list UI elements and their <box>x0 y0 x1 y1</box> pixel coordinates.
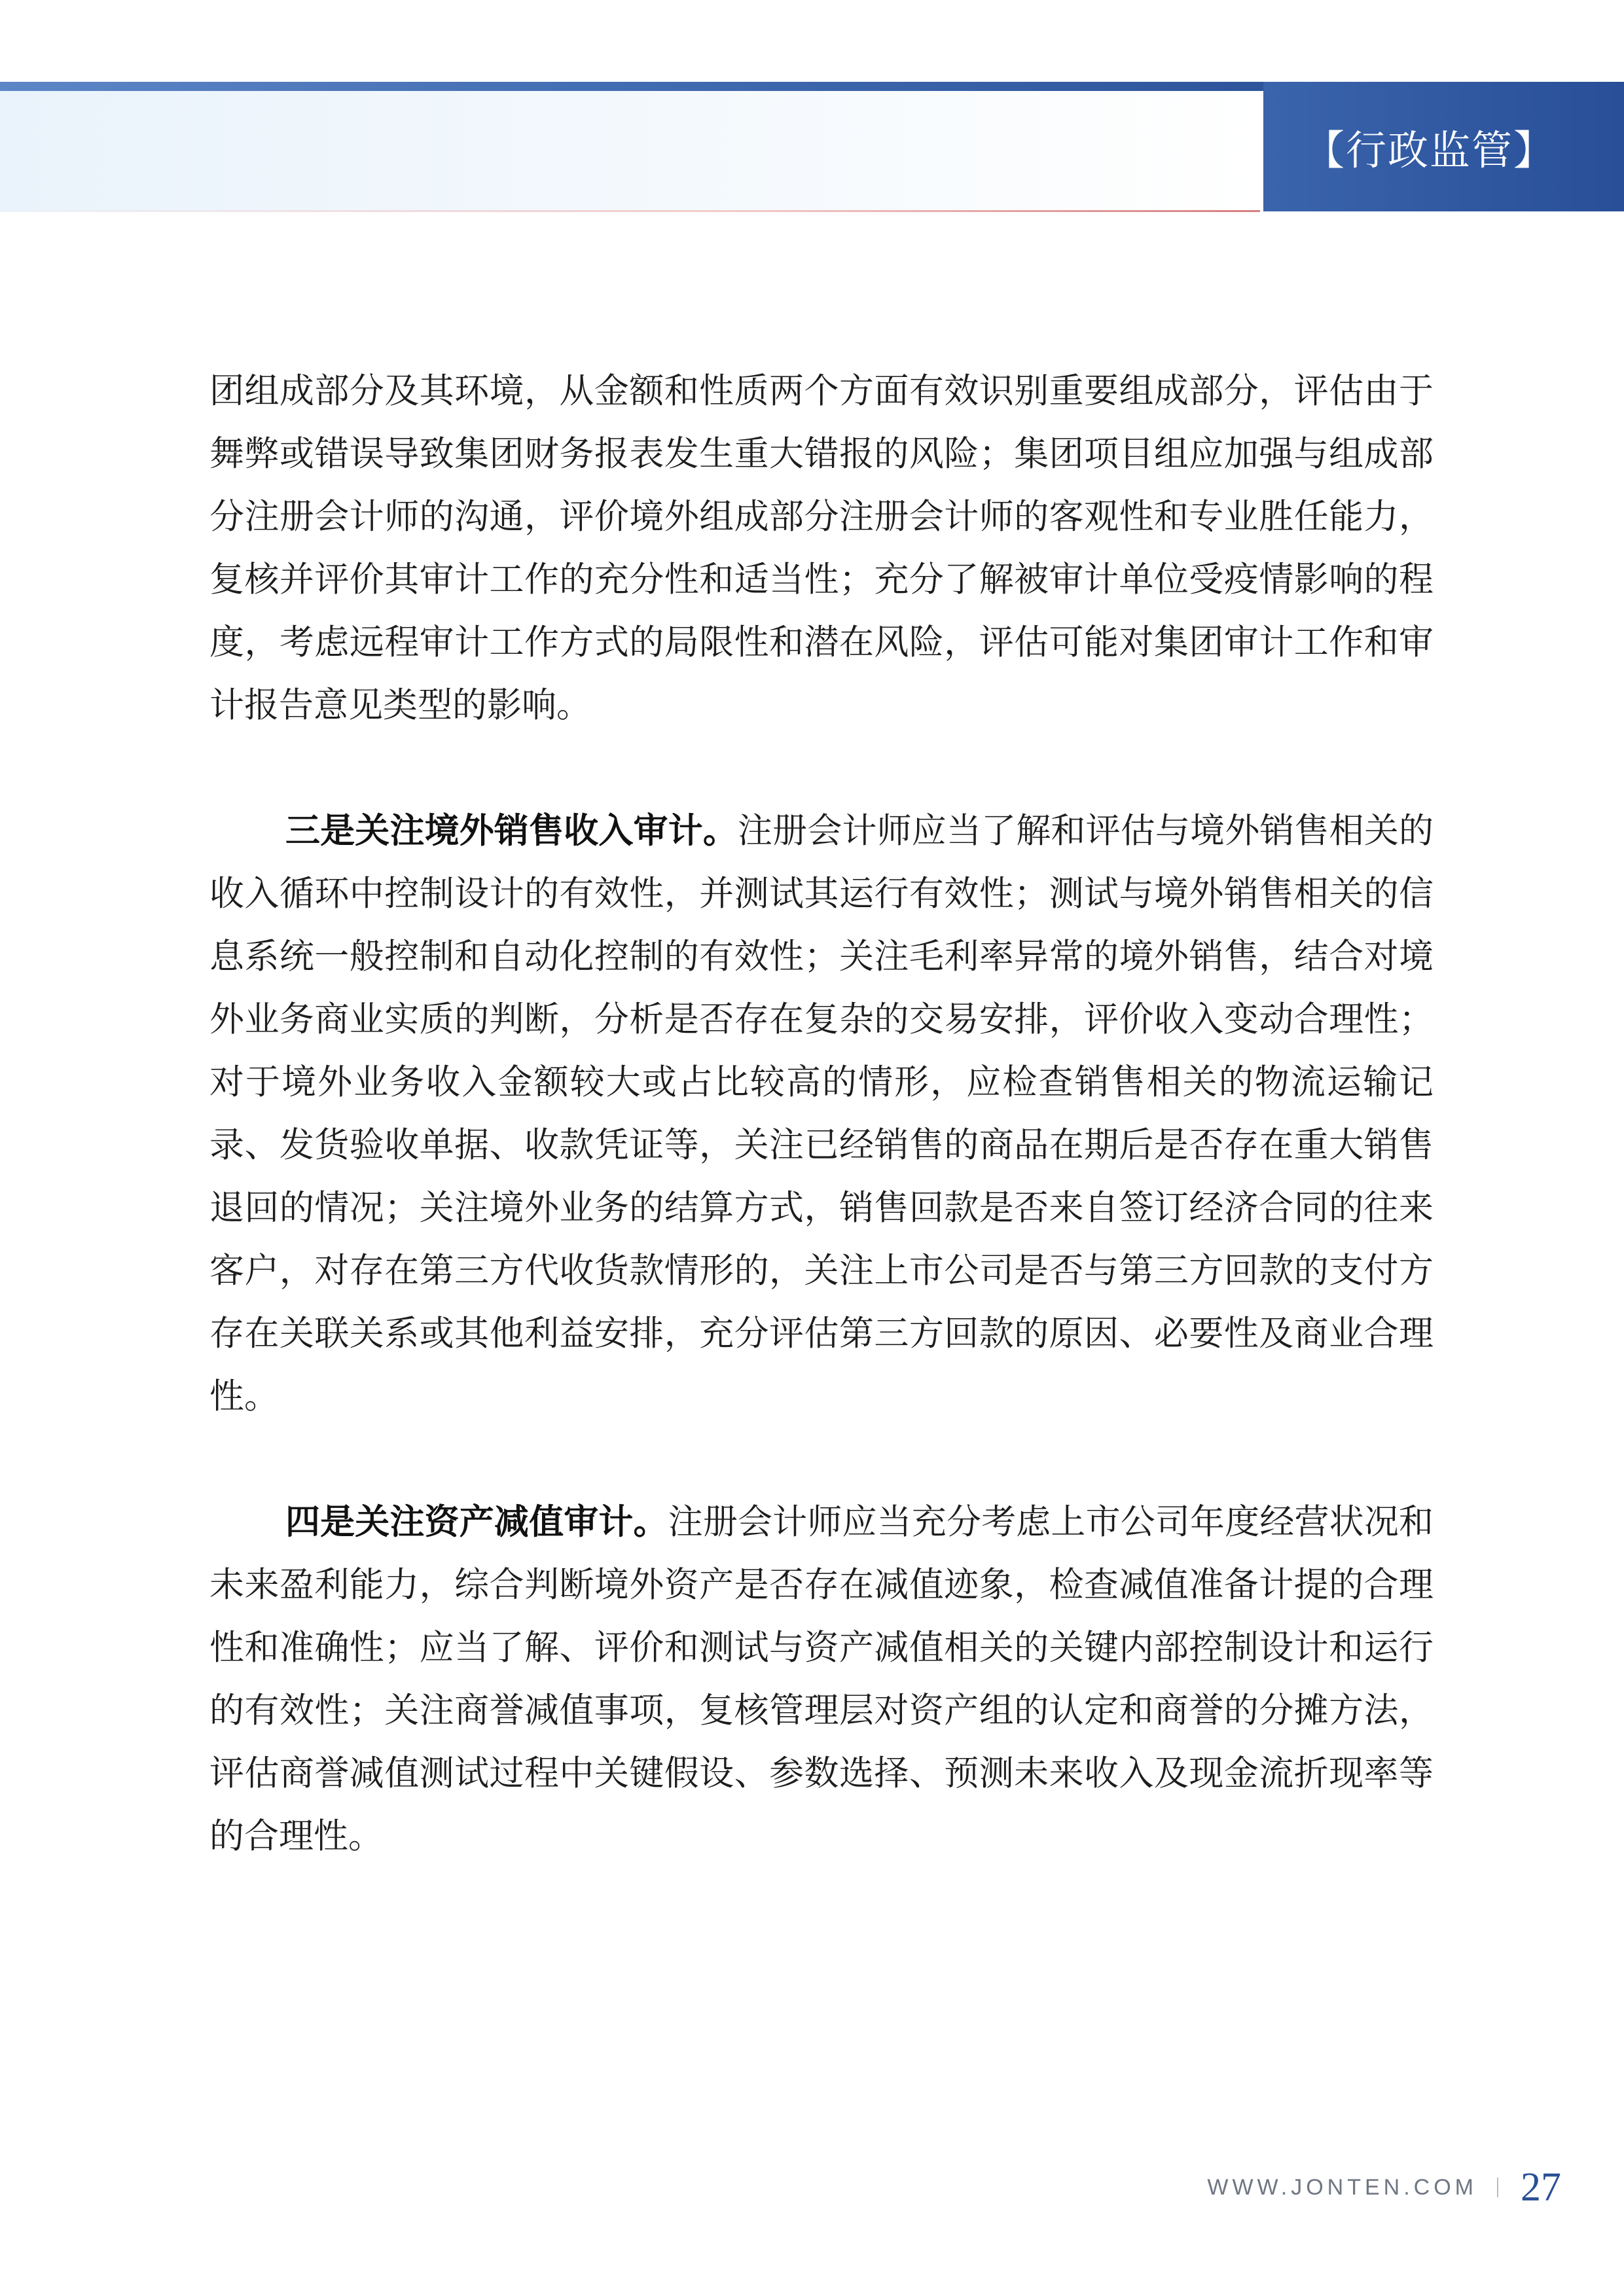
section-tab-label: 【行政监管】 <box>1304 126 1556 174</box>
page-number: 27 <box>1521 2164 1561 2210</box>
paragraph-overseas-sales <box>209 800 1434 1428</box>
paragraph-text: 注册会计师应当了解和评估与境外销售相关的收入循环中控制设计的有效性，并测试其运行有效性；测试与境外销售相关的信息系统一般控制和自动化控制的有效性；关注毛利率异常的境外销售，结合对境外业务商业实质的判断，分析是否存在复杂的交易安排，评价收入变动合理性；对于境外业务收入金额较大或占比较高的情形，应检查销售相关的物流运输记录、发货验收单据、收款凭证等，关注已经销售的商品在期后是否存在重大销售退回的情况；关注境外业务的结算方式，销售回款是否来自签订经济合同的往来客户，对存在第三方代收货款情形的，关注上市公司是否与第三方回款的支付方存在关联关系或其他利益安排，充分评估第三方回款的原因、必要性及商业合理性。 <box>209 811 1434 1416</box>
header-top-rule <box>0 82 1263 91</box>
footer-website: WWW.JONTEN.COM <box>1207 2174 1477 2200</box>
article-body <box>209 360 1434 1931</box>
paragraph-lead: 三是关注境外销售收入审计。 <box>285 811 738 851</box>
paragraph-text: 团组成部分及其环境，从金额和性质两个方面有效识别重要组成部分，评估由于舞弊或错误导致集团财务报表发生重大错报的风险；集团项目组应加强与组成部分注册会计师的沟通，评价境外组成部分注册会计师的客观性和专业胜任能力，复核并评价其审计工作的充分性和适当性；充分了解被审计单位受疫情影响的程度，考虑远程审计工作方式的局限性和潜在风险，评估可能对集团审计工作和审计报告意见类型的影响。 <box>209 371 1434 725</box>
section-tab <box>1263 82 1624 211</box>
header-band <box>0 91 1260 211</box>
paragraph-asset-impairment <box>209 1491 1434 1868</box>
paragraph-text: 注册会计师应当充分考虑上市公司年度经营状况和未来盈利能力，综合判断境外资产是否存在减值迹象，检查减值准备计提的合理性和准确性；应当了解、评价和测试与资产减值相关的关键内部控制设计和运行的有效性；关注商誉减值事项，复核管理层对资产组的认定和商誉的分摊方法，评估商誉减值测试过程中关键假设、参数选择、预测未来收入及现金流折现率等的合理性。 <box>209 1502 1434 1856</box>
paragraph-lead: 四是关注资产减值审计。 <box>285 1502 668 1542</box>
page-footer <box>1207 2161 1561 2214</box>
header-underline <box>0 210 1260 212</box>
paragraph-continued <box>209 360 1434 737</box>
footer-divider <box>1497 2178 1498 2197</box>
